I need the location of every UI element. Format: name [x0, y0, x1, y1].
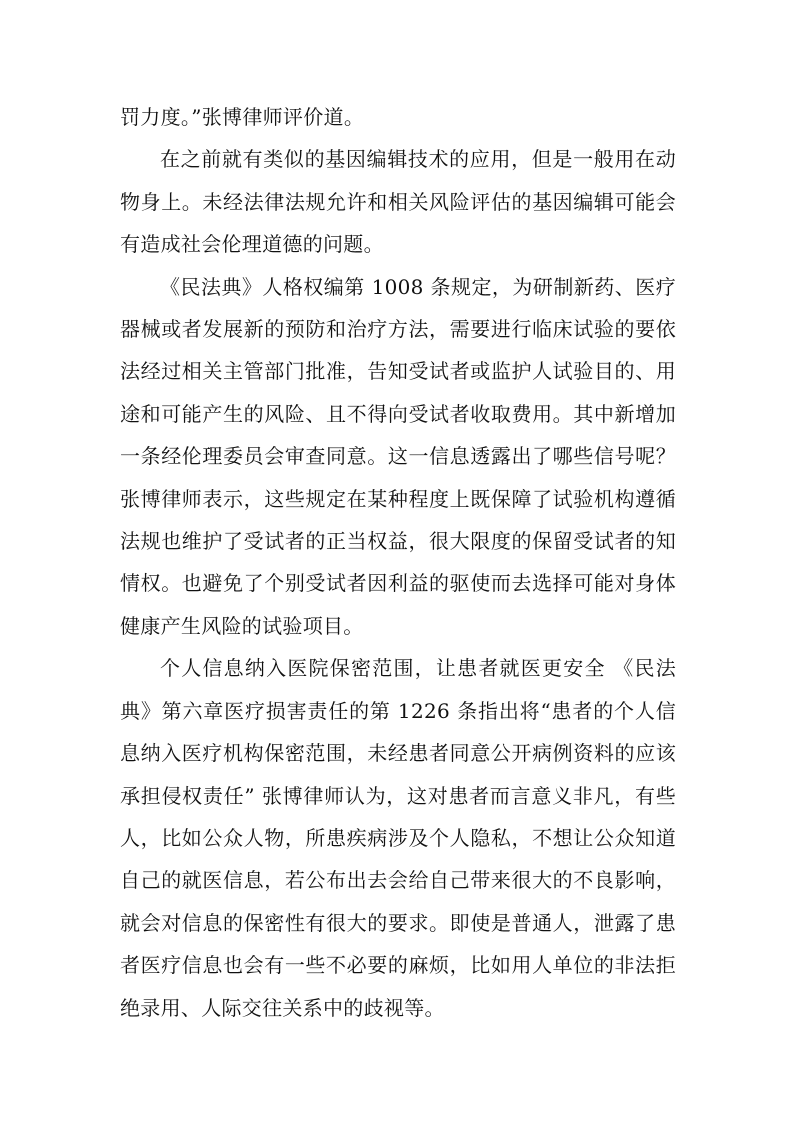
document-body — [120, 96, 676, 1029]
paragraph-clinical-trials: 《民法典》人格权编第 1008 条规定，为研制新药、医疗器械或者发展新的预防和治疗方法，需要进行临床试验的要依法经过相关主管部门批准，告知受试者或监护人试验目的、用途和可能产生的风险、且不得向受试者收取费用。其中新增加一条经伦理委员会审查同意。这一信息透露出了哪些信号呢？ 张博律师表示，这些规定在某种程度上既保障了试验机构遵循法规也维护了受试者的正当权益，很大限度的保留受试者的知情权。也避免了个别受试者因利益的驱使而去选择可能对身体健康产生风险的试验项目。 — [120, 274, 676, 638]
paragraph-gene-editing: 在之前就有类似的基因编辑技术的应用，但是一般用在动物身上。未经法律法规允许和相关风险评估的基因编辑可能会有造成社会伦理道德的问题。 — [120, 147, 676, 257]
paragraph-patient-privacy: 个人信息纳入医院保密范围，让患者就医更安全 《民法典》第六章医疗损害责任的第 1226 条指出将“患者的个人信息纳入医疗机构保密范围，未经患者同意公开病例资料的应该承担侵权责任” 张博律师认为，这对患者而言意义非凡，有些人，比如公众人物，所患疾病涉及个人隐私，不想让公众知道自己的就医信息，若公布出去会给自己带来很大的不良影响，就会对信息的保密性有很大的要求。即使是普通人，泄露了患者医疗信息也会有一些不必要的麻烦，比如用人单位的非法拒绝录用、人际交往关系中的歧视等。 — [120, 656, 676, 1020]
paragraph-continuation: 罚力度。”张博律师评价道。 — [120, 105, 365, 129]
